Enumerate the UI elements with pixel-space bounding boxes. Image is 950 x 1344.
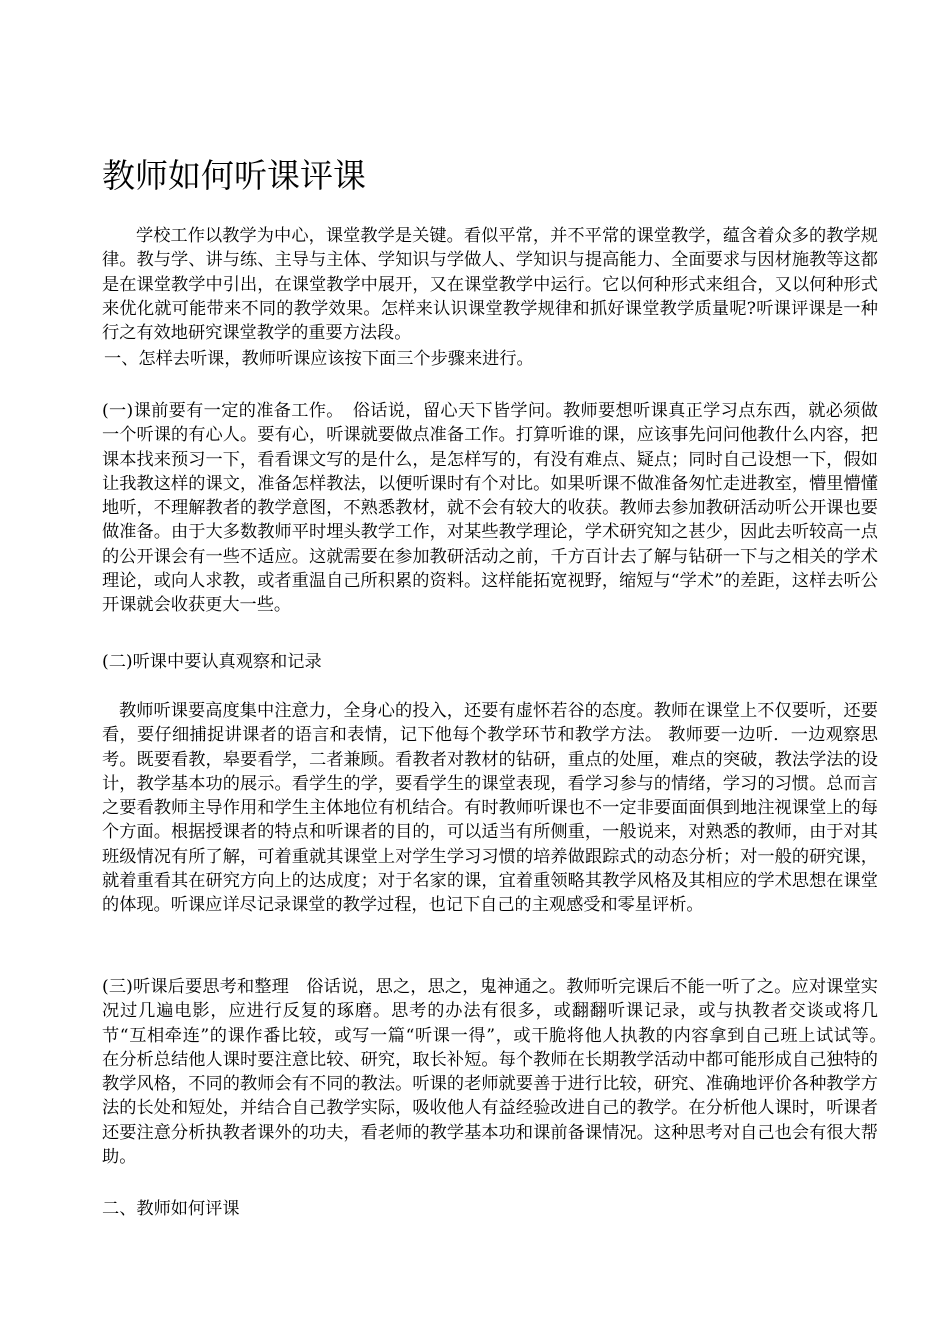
section-heading-listening: 一、怎样去听课，教师听课应该按下面三个步骤来进行。: [104, 349, 534, 369]
section-heading-evaluation: 二、教师如何评课: [102, 1199, 240, 1219]
page-title: 教师如何听课评课: [102, 156, 366, 195]
step2-heading: (二)听课中要认真观察和记录: [102, 652, 322, 672]
step2-paragraph: 教师听课要高度集中注意力，全身心的投入，还要有虚怀若谷的态度。教师在课堂上不仅要听，还要看，要仔细捕捉讲课者的语言和表情，记下他每个教学环节和教学方法。 教师要一边听．一边观察思考。既要看教，皋要看学，二者兼顾。看教者对教材的钻研，重点的处厘，难点的突破，教法学法的设计，教学基本功的展示。看学生的学，要看学生的课堂表现，看学习参与的情绪，学习的习惯。总而言之要看教师主导作用和学生主体地位有机结合。有时教师听课也不一定非要面面俱到地注视课堂上的每个方面。根据授课者的特点和听课者的目的，可以适当有所侧重，一般说来，对熟悉的教师，由于对其班级情况有所了解，可着重就其课堂上对学生学习习惯的培养做跟踪式的动态分析；对一般的研究课，就着重看其在研究方向上的达成度；对于名家的课，宜着重领略其教学风格及其相应的学术思想在课堂的体现。听课应详尽记录课堂的教学过程，也记下自己的主观感受和零星评析。: [102, 701, 878, 916]
step1-paragraph: (一)课前要有一定的准备工作。 俗话说，留心天下皆学问。教师要想听课真正学习点东西，就必须做一个听课的有心人。要有心，听课就要做点准备工作。打算听谁的课，应该事先问问他教什么内容，把课本找来预习一下，看看课文写的是什么，是怎样写的，有没有难点、疑点；同时自己设想一下，假如让我教这样的课文，准备怎样教法，以便听课时有个对比。如果听课不做准备匆忙走进教室，懵里懵懂地听，不理解教者的教学意图，不熟悉教材，就不会有较大的收获。教师去参加教研活动听公开课也要做准备。由于大多数教师平时埋头教学工作，对某些教学理论，学术研究知之甚少，因此去听较高一点的公开课会有一些不适应。这就需要在参加教研活动之前，千方百计去了解与钻研一下与之相关的学术理论，或向人求教，或者重温自己所积累的资料。这样能拓宽视野，缩短与“学术”的差距，这样去听公开课就会收获更大一些。: [102, 401, 878, 616]
intro-paragraph: 学校工作以教学为中心，课堂教学是关键。看似平常，并不平常的课堂教学，蕴含着众多的教学规律。教与学、讲与练、主导与主体、学知识与学做人、学知识与提高能力、全面要求与因材施教等这都是在课堂教学中引出，在课堂教学中展开，又在课堂教学中运行。它以何种形式来组合，又以何种形式来优化就可能带来不同的教学效果。怎样来认识课堂教学规律和抓好课堂教学质量呢?听课评课是一种行之有效地研究课堂教学的重要方法段。: [102, 226, 878, 344]
step3-paragraph: (三)听课后要思考和整理 俗话说，思之，思之，鬼神通之。教师听完课后不能一听了之。应对课堂实况过几遍电影，应进行反复的琢磨。思考的办法有很多，或翻翻听课记录，或与执教者交谈或将几节“互相牵连”的课作番比较，或写一篇“听课一得”，或干脆将他人执教的内容拿到自己班上试试等。 在分析总结他人课时要注意比较、研究，取长补短。每个教师在长期教学活动中都可能形成自己独特的教学风格，不同的教师会有不同的教法。听课的老师就要善于进行比较，研究、准确地评价各种教学方法的长处和短处，并结合自己教学实际，吸收他人有益经验改进自己的教学。在分析他人课时，听课者还要注意分析执教者课外的功夫，看老师的教学基本功和课前备课情况。这种思考对自己也会有很大帮助。: [102, 977, 896, 1168]
